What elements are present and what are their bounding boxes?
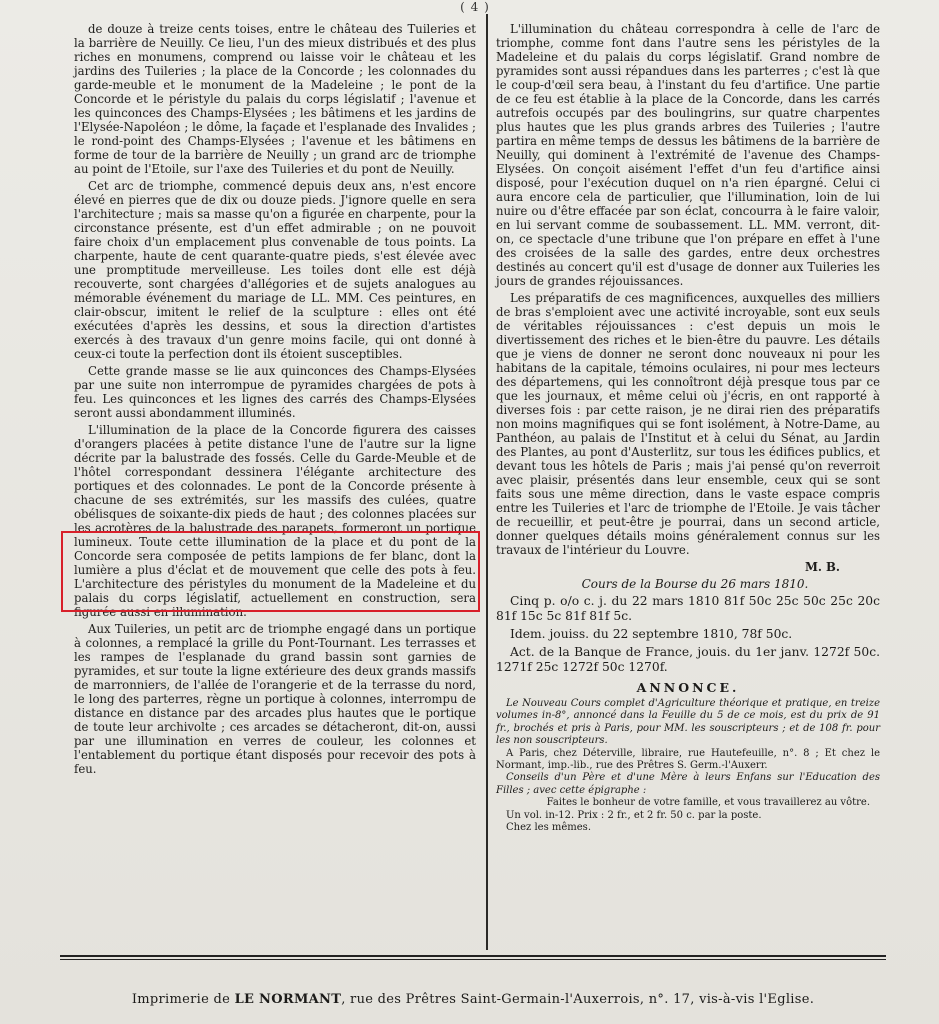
annonce-vendor: Chez les mêmes. bbox=[506, 822, 591, 834]
annonce-epigraph: Faites le bonheur de votre famille, et vous travaillerez au vôtre. bbox=[546, 797, 870, 809]
highlight-annotation-box bbox=[61, 531, 480, 612]
annonce-paragraph: Conseils d'un Père et d'une Mère à leurs Enfans sur l'Education des Filles ; avec cette épigraphe : bbox=[496, 772, 880, 796]
bourse-line: Act. de la Banque de France, jouis. du 1er janv. 1272f 50c. 1271f 25c 1272f 50c 1270f. bbox=[496, 645, 880, 674]
paragraph: Cette grande masse se lie aux quinconces des Champs-Elysées par une suite non interrompue de pyramides chargées de pots à feu. Les quinconces et les lignes des carrés des Champs-Elysées seront aussi abondamment illuminés. bbox=[74, 364, 476, 420]
imprint-printer-name: LE NORMANT bbox=[234, 992, 342, 1007]
left-column bbox=[74, 22, 476, 779]
paragraph-highlighted: L'illumination de la place de la Concorde figurera des caisses d'orangers placées à petite distance l'une de l'autre sur la ligne décrite par la balustrade des fossés. Celle du Garde-Meuble et de l'hôtel correspondant dessinera l'élégante architecture des portiques et des colonnades. Le pont de la Concorde présente à chacune de ses extrémités, sur les massifs des culées, quatre obélisques de soixante-dix pieds de haut ; des colonnes placées sur les acrotères de la balustrade des parapets, formeront un portique lumineux. Toute cette illumination de la place et du pont de la Concorde sera composée de petits lampions de fer blanc, dont la lumière a plus d'éclat et de mouvement que celle des pots à feu. L'architecture des péristyles du monument de la Madeleine et du palais du corps législatif, actuellement en construction, sera figurée aussi en illumination. bbox=[74, 423, 476, 619]
bourse-line: Idem. jouiss. du 22 septembre 1810, 78f 50c. bbox=[510, 627, 793, 641]
paragraph: Cet arc de triomphe, commencé depuis deux ans, n'est encore élevé en pierres que de dix ou douze pieds. J'ignore quelle en sera l'architecture ; mais sa masse qu'on a figurée en charpente, pour la circonstance présente, est d'un effet admirable ; on ne pouvoit faire choix d'un emplacement plus convenable de tous points. La charpente, haute de cent quarante-quatre pieds, s'est élevée avec une promptitude merveilleuse. Les toiles dont elle est déjà recouverte, sont chargées d'allégories et de sujets analogues au mémorable événement du mariage de LL. MM. Ces peintures, en clair-obscur, imitent le relief de la sculpture : elles ont été exécutées d'après les dessins, et sous la direction d'artistes exercés à des travaux d'un genre moins facile, qui ont donné à ceux-ci toute la perfection dont ils étoient susceptibles. bbox=[74, 179, 476, 361]
imprint-address: , rue des Prêtres Saint-Germain-l'Auxerrois, n°. 17, vis-à-vis l'Eglise. bbox=[341, 992, 815, 1007]
right-column bbox=[496, 22, 880, 834]
page-number: ( 4 ) bbox=[460, 0, 490, 14]
author-signature: M. B. bbox=[804, 560, 840, 574]
annonce-price: Un vol. in-12. Prix : 2 fr., et 2 fr. 50 c. par la poste. bbox=[506, 809, 762, 821]
paragraph: de douze à treize cents toises, entre le château des Tuileries et la barrière de Neuilly. Ce lieu, l'un des mieux distribués et des plus riches en monumens, comprend ou laisse voir le château et les jardins des Tuileries ; la place de la Concorde ; les colonnades du garde-meuble et le monument de la Madeleine ; le pont de la Concorde et le péristyle du palais du corps législatif ; l'avenue et les quinconces des Champs-Elysées ; les bâtimens et les jardins de l'Elysée-Napoléon ; le dôme, la façade et l'esplanade des Invalides ; le rond-point des Champs-Elysées ; l'avenue et les bâtimens en forme de tour de la barrière de Neuilly ; un grand arc de triomphe au point de l'Etoile, sur l'axe des Tuileries et du pont de Neuilly. bbox=[74, 22, 476, 176]
imprint-prefix: Imprimerie de bbox=[131, 992, 235, 1007]
printer-imprint bbox=[60, 992, 886, 1007]
annonce-paragraph: Le Nouveau Cours complet d'Agriculture théorique et pratique, en treize volumes in-8°, annoncé dans la Feuille du 5 de ce mois, est du prix de 91 fr., brochés et pris à Paris, pour MM. les souscripteurs ; et de 108 fr. pour les non souscripteurs. bbox=[496, 698, 880, 747]
annonce-body bbox=[496, 698, 880, 834]
paragraph: L'illumination du château correspondra à celle de l'arc de triomphe, comme font dans l'autre sens les péristyles de la Madeleine et du palais du corps législatif. Grand nombre de pyramides sont aussi répandues dans les parterres ; c'est là que le coup-d'œil sera beau, à l'instant du feu d'artifice. Une partie de ce feu est établie à la place de la Concorde, dans les carrés autrefois occupés par des boulingrins, sur quatre charpentes plus hautes que les plus grands arbres des Tuileries ; l'autre partira en même temps de dessus les bâtimens de la barrière de Neuilly, qui dominent à l'extrémité de l'avenue des Champs-Elysées. On conçoit aisément l'effet d'un feu d'artifice ainsi disposé, pour l'exécution duquel on n'a rien épargné. Celui ci aura encore cela de particulier, que l'illumination, loin de lui nuire ou d'être effacée par son éclat, concourra à le faire valoir, en lui servant comme de soubassement. LL. MM. verront, dit-on, ce spectacle d'une tribune que l'on prépare en effet à l'une des croisées de la salle des gardes, entre deux orchestres destinés au concert qu'il est d'usage de donner aux Tuileries les jours de grandes réjouissances. bbox=[496, 22, 880, 288]
footer-rule bbox=[60, 955, 886, 957]
annonce-title: ANNONCE. bbox=[636, 680, 740, 695]
bourse-title: Cours de la Bourse du 26 mars 1810. bbox=[581, 577, 809, 591]
bourse-line: Cinq p. o/o c. j. du 22 mars 1810 81f 50c 25c 50c 25c 20c 81f 15c 5c 81f 81f 5c. bbox=[496, 594, 880, 623]
paragraph: Aux Tuileries, un petit arc de triomphe engagé dans un portique à colonnes, a remplacé la grille du Pont-Tournant. Les terrasses et les rampes de l'esplanade du grand bassin sont garnies de pyramides, et sur toute la ligne extérieure des deux grands massifs de marronniers, de l'allée de l'orangerie et de la terrasse du nord, le long des parterres, règne un portique à colonnes, interrompu de distance en distance par des arcades plus hautes que le portique de toute leur archivolte ; ces arcades se détacheront, dit-on, aussi par une illumination en verres de couleur, les colonnes et l'entablement du portique étant disposés pour recevoir des pots à feu. bbox=[74, 622, 476, 776]
footer-rule-thin bbox=[60, 959, 886, 960]
paragraph: Les préparatifs de ces magnificences, auxquelles des milliers de bras s'emploient avec une activité incroyable, sont eux seuls de véritables réjouissances : c'est depuis un mois le divertissement des riches et le bien-être du pauvre. Les détails que je viens de donner ne seront donc nouveaux ni pour les habitans de la capitale, témoins oculaires, ni pour mes lecteurs des départemens, qui les connoîtront déjà presque tous par ce que les journaux, et même celui où j'écris, en ont rapporté à diverses fois : par cette raison, je ne dirai rien des préparatifs non moins magnifiques qui se font isolément, à Notre-Dame, au Panthéon, au palais de l'Institut et à celui du Sénat, au Jardin des Plantes, au pont d'Austerlitz, sur tous les édifices publics, et devant tous les hôtels de Paris ; mais j'ai pensé qu'on reverroit avec plaisir, présentés dans leur ensemble, ceux qui se sont faits sous une même direction, dans le vaste espace compris entre les Tuileries et l'arc de triomphe de l'Etoile. Je vais tâcher de recueillir, et peut-être je pourrai, dans un second article, donner quelques détails moins généralement connus sur les travaux de l'intérieur du Louvre. bbox=[496, 291, 880, 557]
column-divider bbox=[486, 14, 488, 950]
annonce-paragraph: A Paris, chez Déterville, libraire, rue Hautefeuille, n°. 8 ; Et chez le Normant, imp.-lib., rue des Prêtres S. Germ.-l'Auxerr. bbox=[496, 747, 880, 772]
